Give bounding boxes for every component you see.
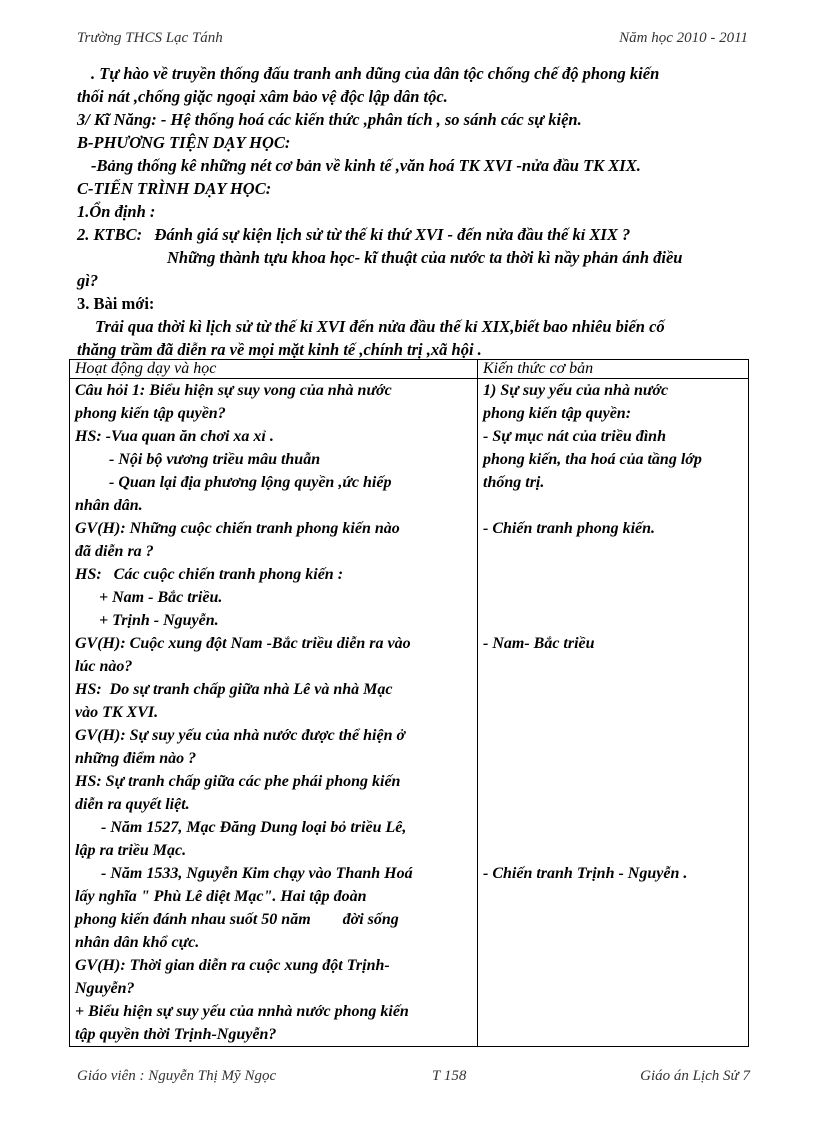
answer-line: - Năm 1527, Mạc Đăng Dung loại bỏ triều Lê, [101, 819, 407, 836]
step-3-line: 3. Bài mới: [77, 294, 155, 313]
question-line: những điểm nào ? [75, 750, 197, 767]
answer-line: - Nội bộ vương triều mâu thuẫn [109, 451, 321, 468]
answer-line: HS: Sự tranh chấp giữa các phe phái phong kiến [75, 773, 401, 790]
intro-line: . Tự hào về truyền thống đấu tranh anh dũng của dân tộc chống chế độ phong kiến [91, 64, 660, 83]
answer-line: nhân dân. [75, 497, 143, 514]
knowledge-line: phong kiến, tha hoá của tầng lớp [483, 451, 702, 468]
table-row [70, 379, 749, 1047]
materials-line: -Bảng thống kê những nét cơ bản về kinh tế ,văn hoá TK XVI -nửa đầu TK XIX. [91, 156, 641, 175]
step-2-question-end: gì? [77, 271, 99, 290]
header-school-year: Năm học 2010 - 2011 [619, 30, 748, 46]
header-school: Trường THCS Lạc Tánh [77, 30, 223, 46]
answer-line: nhân dân khổ cực. [75, 934, 200, 951]
question-line: đã diễn ra ? [75, 543, 154, 560]
step-2-line: 2. KTBC: Đánh giá sự kiện lịch sử từ thế kỉ thứ XVI - đến nửa đầu thế kỉ XIX ? [77, 225, 631, 244]
answer-line: HS: Các cuộc chiến tranh phong kiến : [75, 566, 344, 583]
answer-line: phong kiến đánh nhau suốt 50 năm đời sống [75, 911, 399, 928]
question-line: tập quyền thời Trịnh-Nguyễn? [75, 1026, 277, 1043]
question-line: GV(H): Những cuộc chiến tranh phong kiến nào [75, 520, 400, 537]
step-1-line: 1.Ổn định : [77, 202, 156, 221]
lesson-lead-in: Trải qua thời kì lịch sử từ thế kỉ XVI đến nửa đầu thế kỉ XIX,biết bao nhiêu biến cố [95, 317, 665, 336]
answer-line: - Quan lại địa phương lộng quyền ,ức hiếp [109, 474, 392, 491]
answer-line: - Năm 1533, Nguyễn Kim chạy vào Thanh Hoá [101, 865, 413, 882]
answer-line: HS: Do sự tranh chấp giữa nhà Lê và nhà Mạc [75, 681, 393, 698]
question-line: GV(H): Sự suy yếu của nhà nước được thể hiện ở [75, 727, 406, 744]
lesson-intro [77, 62, 749, 361]
lesson-lead-in-end: thăng trầm đã diễn ra về mọi mặt kinh tế ,chính trị ,xã hội . [77, 340, 482, 359]
answer-line: + Trịnh - Nguyễn. [99, 612, 219, 629]
footer-teacher: Giáo viên : Nguyễn Thị Mỹ Ngọc [77, 1068, 277, 1084]
section-c-heading: C-TIẾN TRÌNH DẠY HỌC: [77, 179, 272, 198]
knowledge-line: phong kiến tập quyền: [483, 405, 632, 422]
question-line: Nguyễn? [75, 980, 135, 997]
question-line: lúc nào? [75, 658, 133, 675]
knowledge-line: - Nam- Bắc triều [483, 635, 595, 652]
skills-line: 3/ Kĩ Năng: - Hệ thống hoá các kiến thức ,phân tích , so sánh các sự kiện. [77, 110, 582, 129]
answer-line: lập ra triều Mạc. [75, 842, 187, 859]
table-header-knowledge: Kiến thức cơ bản [478, 360, 749, 379]
knowledge-line: 1) Sự suy yếu của nhà nước [483, 382, 669, 399]
intro-line: thối nát ,chống giặc ngoại xâm bảo vệ độc lập dân tộc. [77, 87, 448, 106]
footer-page-number: T 158 [432, 1068, 467, 1084]
answer-line: vào TK XVI. [75, 704, 159, 721]
lesson-table [69, 359, 749, 1047]
question-line: + Biểu hiện sự suy yếu của nnhà nước phong kiến [75, 1003, 409, 1020]
table-header-row [70, 360, 749, 379]
answer-line: + Nam - Bắc triều. [99, 589, 223, 606]
question-line: GV(H): Thời gian diễn ra cuộc xung đột Trịnh- [75, 957, 390, 974]
answer-line: lấy nghĩa " Phù Lê diệt Mạc". Hai tập đoàn [75, 888, 367, 905]
knowledge-cell [478, 379, 749, 1047]
knowledge-line: - Chiến tranh Trịnh - Nguyễn . [483, 865, 688, 882]
question-line: GV(H): Cuộc xung đột Nam -Bắc triều diễn ra vào [75, 635, 411, 652]
answer-line: diễn ra quyết liệt. [75, 796, 190, 813]
answer-line: HS: -Vua quan ăn chơi xa xỉ . [75, 428, 274, 445]
knowledge-line: thống trị. [483, 474, 545, 491]
table-header-activities: Hoạt động dạy và học [70, 360, 478, 379]
question-line: Câu hỏi 1: Biểu hiện sự suy vong của nhà nước [75, 382, 392, 399]
section-b-heading: B-PHƯƠNG TIỆN DẠY HỌC: [77, 133, 291, 152]
footer-subject: Giáo án Lịch Sử 7 [640, 1068, 750, 1084]
question-line: phong kiến tập quyền? [75, 405, 226, 422]
activities-cell [70, 379, 478, 1047]
knowledge-line: - Chiến tranh phong kiến. [483, 520, 656, 537]
knowledge-line: - Sự mục nát của triều đình [483, 428, 666, 445]
step-2-question: Những thành tựu khoa học- kĩ thuật của nước ta thời kì nầy phản ánh điều [167, 248, 683, 267]
